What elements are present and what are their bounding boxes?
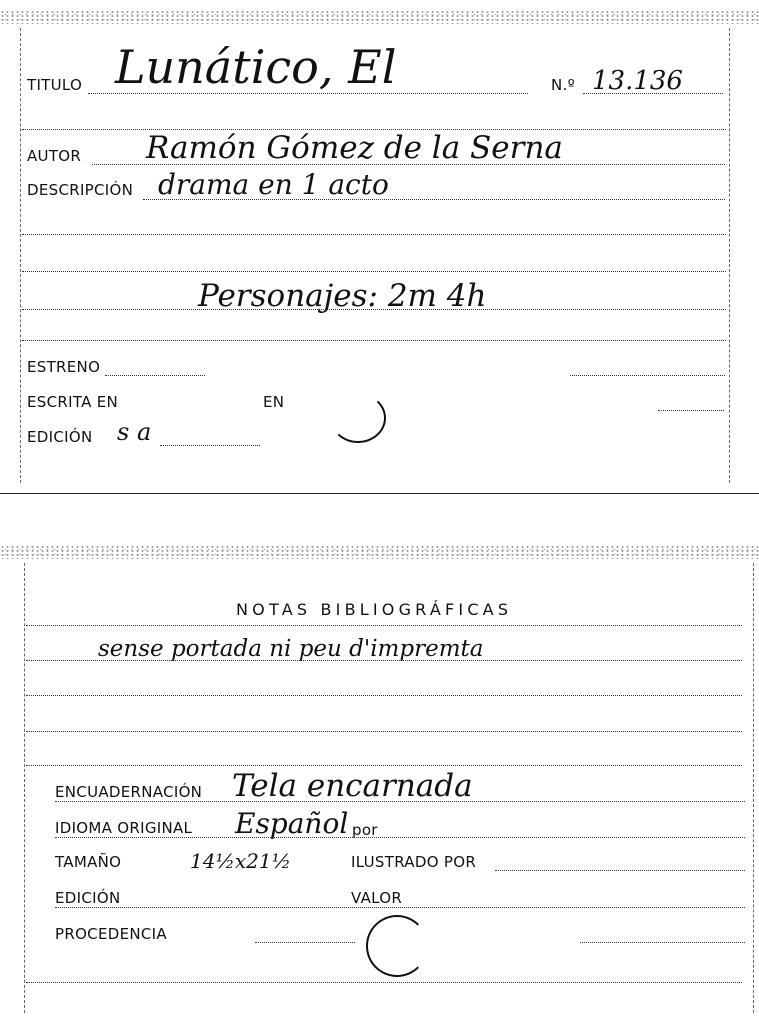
notas-line-5 <box>26 765 742 766</box>
catalog-card-main <box>0 0 759 494</box>
procedencia-label: PROCEDENCIA <box>55 925 167 943</box>
estreno-label: ESTRENO <box>27 358 101 376</box>
por-label: por <box>352 821 378 839</box>
blank-line-3 <box>22 271 726 272</box>
notas-line-3 <box>26 695 742 696</box>
procedencia-line-b <box>580 942 745 943</box>
titulo-label: TITULO <box>27 76 83 94</box>
titulo-value: Lunático, El <box>115 40 397 94</box>
tamano-value: 14½x21½ <box>190 849 291 873</box>
autor-label: AUTOR <box>27 147 82 165</box>
titulo-line <box>88 93 528 94</box>
encuadernacion-label: ENCUADERNACIÓN <box>55 783 203 801</box>
en-label: EN <box>263 393 285 411</box>
idioma-label: IDIOMA ORIGINAL <box>55 819 193 837</box>
procedencia-line-a <box>255 942 355 943</box>
personajes-value: Personajes: 2m 4h <box>198 278 487 314</box>
ink-stamp-mark-notes <box>366 915 428 977</box>
notas-line-2 <box>26 660 742 661</box>
autor-line <box>92 164 725 165</box>
notas-line-1 <box>26 625 742 626</box>
descripcion-value: drama en 1 acto <box>158 168 389 201</box>
edicion-label-notes: EDICIÓN <box>55 889 121 907</box>
estreno-line-a <box>105 375 205 376</box>
descripcion-line <box>143 199 725 200</box>
tamano-label: TAMAÑO <box>55 853 122 871</box>
numero-value: 13.136 <box>592 66 683 96</box>
scan-noise-bottom <box>0 545 759 559</box>
ilustrado-label: ILUSTRADO POR <box>351 853 477 871</box>
escrita-label: ESCRITA EN <box>27 393 119 411</box>
notas-heading: NOTAS BIBLIOGRÁFICAS <box>236 600 513 619</box>
ink-stamp-mark <box>330 393 386 443</box>
encuadernacion-line <box>55 801 745 802</box>
edicion-label: EDICIÓN <box>27 428 93 446</box>
numero-line <box>583 93 723 94</box>
notas-line-4 <box>26 731 742 732</box>
autor-value: Ramón Gómez de la Serna <box>146 130 563 166</box>
edicion-line-notes <box>55 907 745 908</box>
edicion-value: s a <box>117 418 152 446</box>
escrita-line <box>658 410 724 411</box>
bottom-line <box>26 982 742 983</box>
ilustrado-line <box>495 870 745 871</box>
notas-value: sense portada ni peu d'impremta <box>98 636 484 662</box>
catalog-card-notes <box>0 545 759 1028</box>
edicion-line <box>160 445 260 446</box>
idioma-value: Español <box>235 807 349 840</box>
encuadernacion-value: Tela encarnada <box>232 768 473 804</box>
blank-line-4 <box>22 309 726 310</box>
blank-line-2 <box>22 234 726 235</box>
numero-label: N.º <box>551 76 575 94</box>
valor-label: VALOR <box>351 889 403 907</box>
idioma-line <box>55 837 745 838</box>
descripcion-label: DESCRIPCIÓN <box>27 181 134 199</box>
scan-noise-top <box>0 10 759 24</box>
blank-line-5 <box>22 340 726 341</box>
estreno-line-b <box>570 375 725 376</box>
